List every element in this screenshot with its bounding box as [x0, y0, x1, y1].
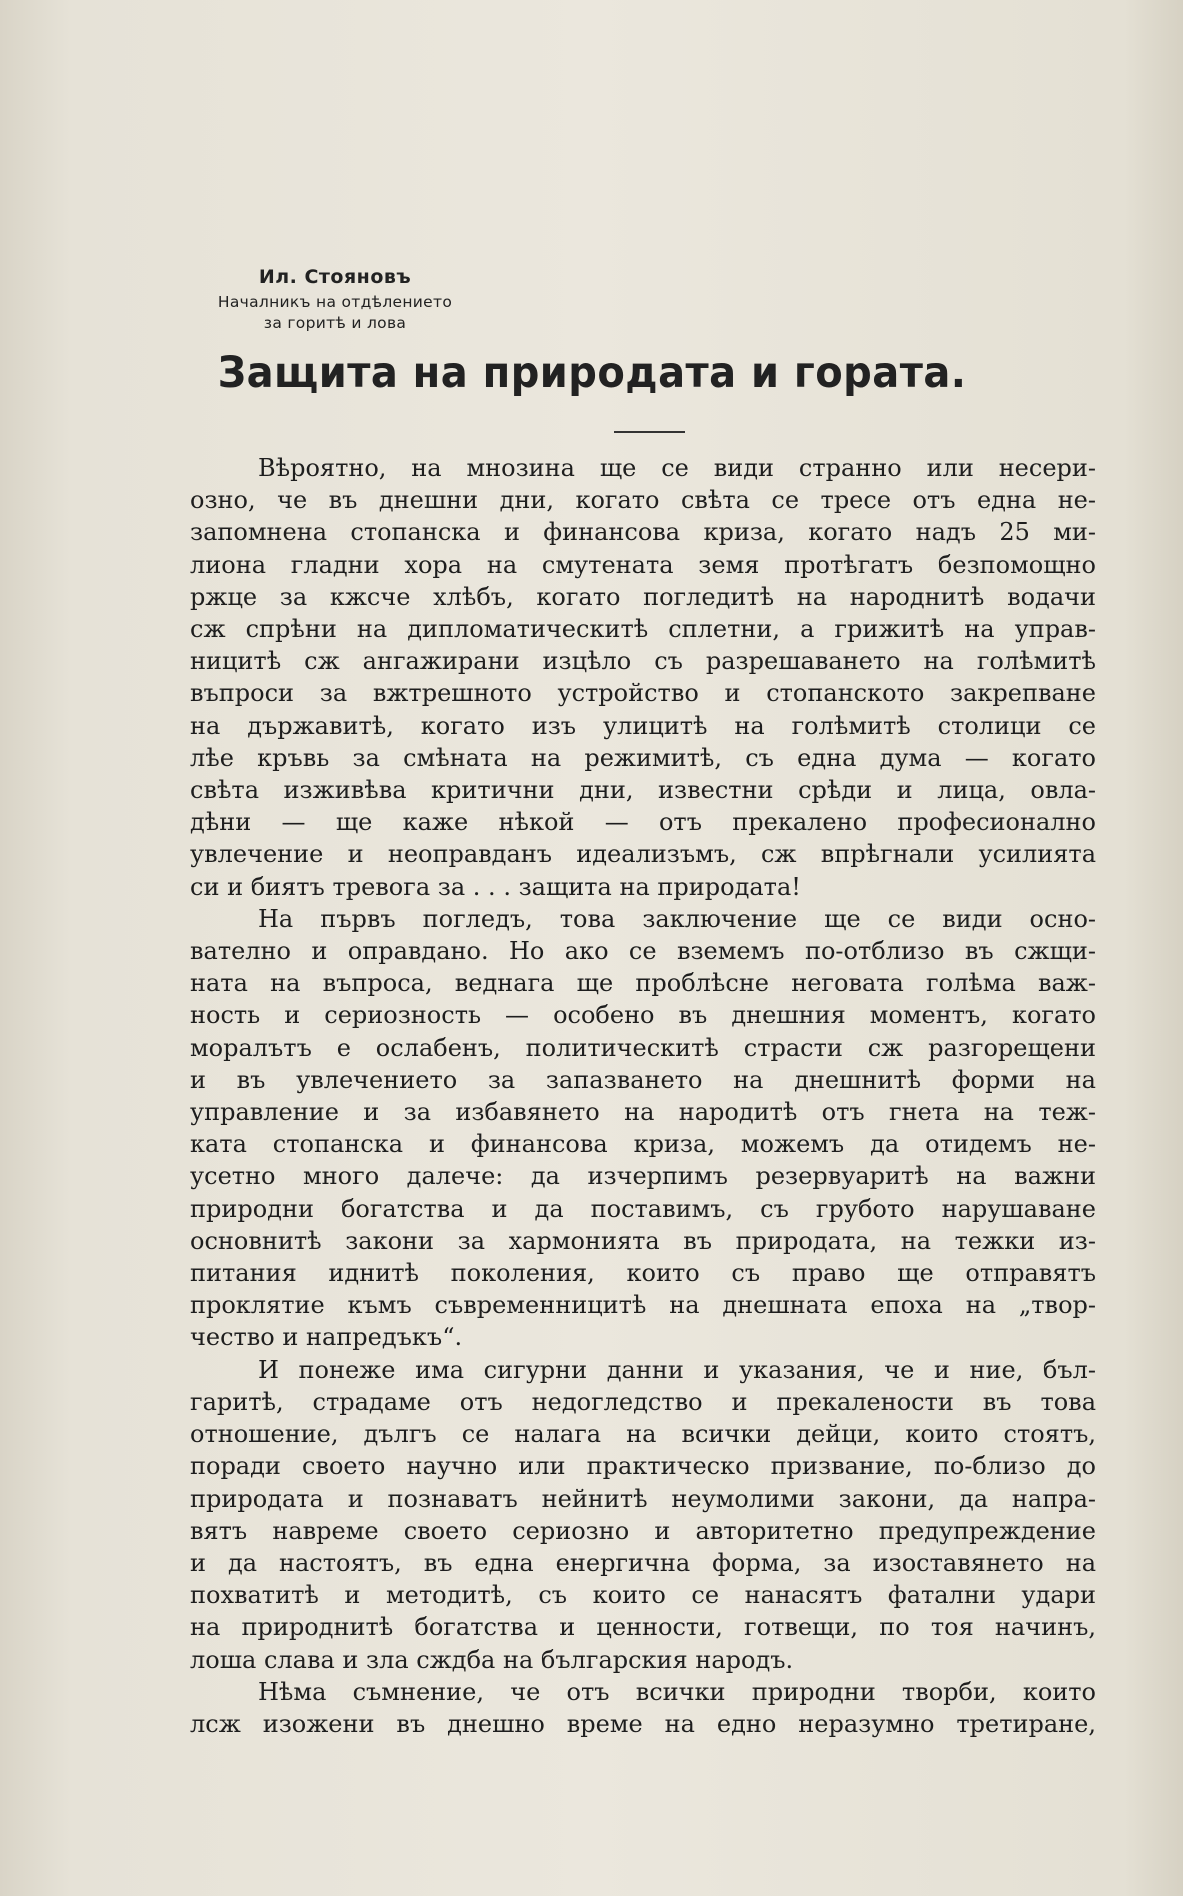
text-line: сж спрѣни на дипломатическитѣ сплетни, а грижитѣ на управ- — [190, 615, 1096, 644]
text-line: природни богатства и да поставимъ, съ грубото нарушаване — [190, 1194, 1096, 1223]
text-line: чество и напредъкъ“. — [190, 1323, 463, 1352]
text-line: управление и за избавянето на народитѣ отъ гнета на теж- — [190, 1098, 1096, 1127]
text-line: отношение, дългъ се налага на всички дейци, които стоятъ, — [190, 1420, 1096, 1449]
text-line: и да настоятъ, въ една енергична форма, за изоставянето на — [190, 1548, 1096, 1577]
text-line: На първъ погледъ, това заключение ще се види осно- — [258, 904, 1096, 933]
text-line: Вѣроятно, на мнозина ще се види странно или несери- — [258, 454, 1096, 482]
paragraph — [190, 1354, 1096, 1676]
text-line: поради своето научно или практическо призвание, по-близо до — [190, 1452, 1096, 1481]
text-line: И понеже има сигурни данни и указания, че и ние, бъл- — [258, 1355, 1096, 1384]
text-line: вателно и оправдано. Но ако се вземемъ по-отблизо въ сжщи- — [190, 937, 1096, 966]
text-line: озно, че въ днешни дни, когато свѣта се тресе отъ една не- — [190, 486, 1096, 515]
title-divider — [614, 431, 685, 433]
author-position-line2: за горитѣ и лова — [263, 314, 407, 332]
text-line: лоша слава и зла сждба на българския народъ. — [190, 1645, 794, 1674]
author-block — [195, 262, 475, 334]
text-line: въпроси за вжтрешното устройство и стопанското закрепване — [190, 679, 1096, 708]
text-line: Нѣма съмнение, че отъ всички природни творби, които — [258, 1677, 1096, 1706]
text-line: свѣта изживѣва критични дни, известни срѣди и лица, овла- — [190, 776, 1096, 805]
text-line: похватитѣ и методитѣ, съ които се нанасятъ фатални удари — [190, 1581, 1096, 1610]
text-line: природата и познаватъ нейнитѣ неумолими закони, да напра- — [190, 1484, 1096, 1513]
text-line: дѣни — ще каже нѣкой — отъ прекалено професионално — [190, 808, 1096, 837]
text-line: гаритѣ, страдаме отъ недогледство и прекалености въ това — [190, 1387, 1096, 1416]
text-line: запомнена стопанска и финансова криза, когато надъ 25 ми- — [190, 518, 1096, 547]
text-line: питания иднитѣ поколения, които съ право ще отправятъ — [190, 1259, 1096, 1288]
text-line: основнитѣ закони за хармонията въ природата, на тежки из- — [190, 1226, 1096, 1255]
text-line: лѣе кръвь за смѣната на режимитѣ, съ една дума — когато — [190, 743, 1096, 772]
author-name: Ил. Стояновъ — [258, 266, 412, 288]
paragraph — [190, 903, 1096, 1354]
text-line: на природнитѣ богатства и ценности, готвещи, по тоя начинъ, — [190, 1613, 1096, 1642]
paragraph — [190, 452, 1096, 903]
author-position-line1: Началникъ на отдѣлението — [217, 293, 453, 311]
text-line: проклятие къмъ съвременницитѣ на днешната епоха на „твор- — [190, 1291, 1096, 1320]
text-line: моралътъ е ослабенъ, политическитѣ страсти сж разгорещени — [190, 1033, 1096, 1062]
text-line: ржце за кжсче хлѣбъ, когато погледитѣ на народнитѣ водачи — [190, 582, 1096, 611]
text-line: увлечение и неоправданъ идеализъмъ, сж впрѣгнали усилията — [190, 840, 1096, 869]
article-title: Защита на природата и гората. — [217, 348, 967, 398]
text-line: ната на въпроса, веднага ще проблѣсне неговата голѣма важ- — [190, 969, 1096, 998]
article-body — [190, 452, 1096, 1740]
text-line: ность и сериозность — особено въ днешния моментъ, когато — [190, 1001, 1096, 1030]
text-line: лсж изожени въ днешно време на едно неразумно третиране, — [190, 1709, 1096, 1738]
text-line: на държавитѣ, когато изъ улицитѣ на голѣмитѣ столици се — [190, 711, 1096, 740]
text-line: вятъ навреме своето сериозно и авторитетно предупреждение — [190, 1516, 1096, 1545]
paragraph — [190, 1676, 1096, 1740]
text-line: и въ увлечението за запазването на днешнитѣ форми на — [190, 1065, 1096, 1094]
text-line: си и биятъ тревога за . . . защита на природата! — [190, 872, 801, 901]
text-line: ката стопанска и финансова криза, можемъ да отидемъ не- — [190, 1130, 1096, 1159]
text-line: ницитѣ сж ангажирани изцѣло съ разрешаването на голѣмитѣ — [190, 647, 1096, 676]
text-line: усетно много далече: да изчерпимъ резервуаритѣ на важни — [190, 1162, 1096, 1191]
text-line: лиона гладни хора на смутената земя протѣгатъ безпомощно — [190, 550, 1096, 579]
